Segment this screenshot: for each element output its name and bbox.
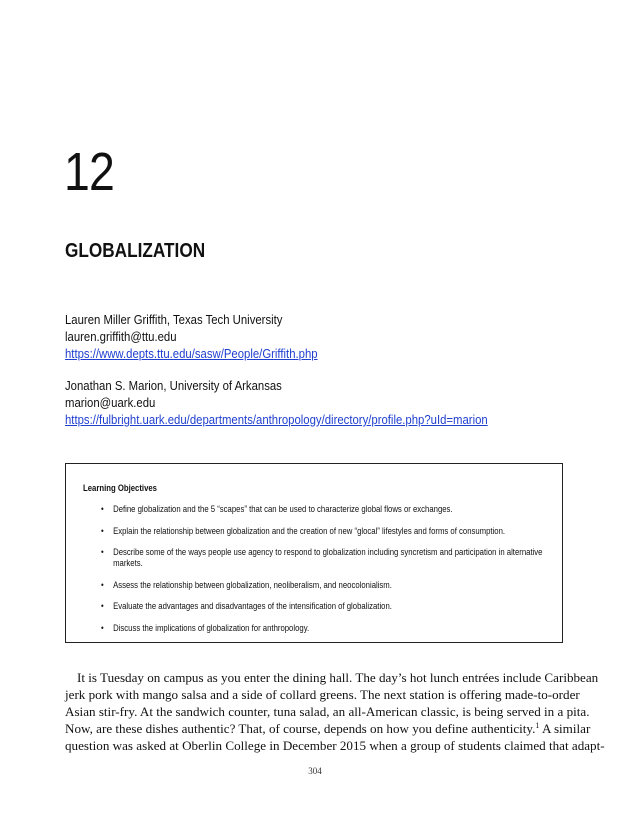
objective-text: Define globalization and the 5 “scapes” that can be used to characterize global flows or exchanges. [113,504,453,514]
chapter-title: GLOBALIZATION [65,240,206,262]
body-line: jerk pork with mango salsa and a side of collard greens. The next station is offering made-to-order [65,687,580,703]
objective-item [83,580,539,591]
bullet-icon: • [101,579,104,590]
author-email: marion@uark.edu [65,395,156,410]
body-line: It is Tuesday on campus as you enter the dining hall. The day’s hot lunch entrées include Caribbean [77,670,599,685]
objective-text: Assess the relationship between globalization, neoliberalism, and neocolonialism. [113,579,392,590]
author-profile-link[interactable]: https://fulbright.uark.edu/departments/anthropology/directory/profile.php?uId=marion [65,412,488,427]
objective-item [83,623,539,634]
objective-item [83,526,539,537]
author-name: Jonathan S. Marion, University of Arkansas [65,378,282,393]
bullet-icon: • [101,525,104,536]
author-profile-link[interactable]: https://www.depts.ttu.edu/sasw/People/Griffith.php [65,346,318,361]
author-name: Lauren Miller Griffith, Texas Tech University [65,312,283,327]
page-number: 304 [308,766,322,776]
objective-text: Discuss the implications of globalization for anthropology. [113,622,310,633]
bullet-icon: • [101,622,104,633]
learning-objectives-heading: Learning Objectives [83,483,157,493]
objective-item [83,547,560,569]
bullet-icon: • [101,547,104,557]
objective-item [83,601,539,612]
body-line-text: Now, are these dishes authentic? That, of course, depends on how you define authenticity. [65,721,536,737]
author-block [65,311,318,362]
objective-text: Evaluate the advantages and disadvantages of the intensification of globalization. [113,601,392,611]
chapter-number: 12 [64,142,114,202]
bullet-icon: • [101,601,104,611]
objective-text: Describe some of the ways people use agency to respond to globalization including syncretism and participation in alternative markets. [113,547,543,568]
author-block [65,377,488,428]
bullet-icon: • [101,504,104,514]
body-line [65,720,591,737]
body-paragraph [65,669,605,754]
objective-item [83,504,539,515]
objective-text: Explain the relationship between globalization and the creation of new “glocal” lifestyles and forms of consumption. [113,525,506,536]
author-email: lauren.griffith@ttu.edu [65,329,177,344]
body-line: question was asked at Oberlin College in December 2015 when a group of students claimed that adapt- [65,738,605,754]
learning-objectives-box [65,463,563,643]
body-line: Asian stir-fry. At the sandwich counter, tuna salad, an all-American classic, is being served in a pita. [65,704,590,720]
footnote-reference[interactable]: 1 [535,721,540,731]
body-line-tail: A similar [539,721,591,737]
